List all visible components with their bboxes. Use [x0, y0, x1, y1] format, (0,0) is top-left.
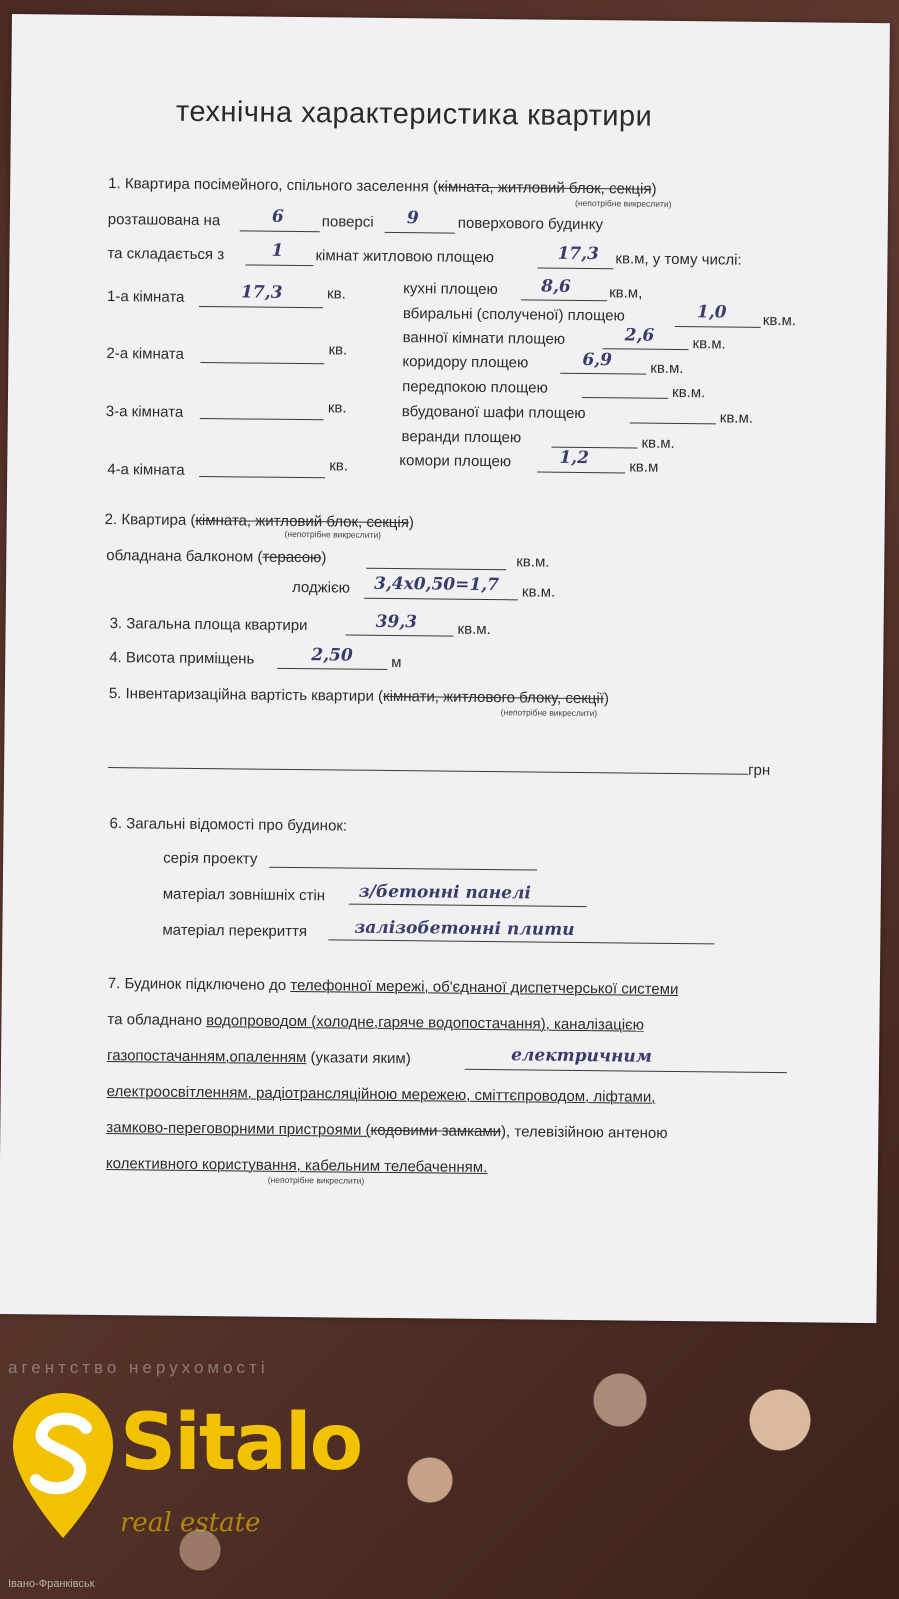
series-line: [269, 867, 537, 871]
value-unit: грн: [748, 761, 771, 779]
value-line: [108, 767, 748, 775]
bath-value: 2,6: [624, 325, 655, 346]
hall-line: [582, 397, 668, 399]
s7-line5: замково-переговорними пристроями (кодовими замками), телевізійною антеною: [106, 1119, 668, 1142]
storage-value: 1,2: [559, 447, 590, 469]
floor-value: 6: [271, 206, 284, 227]
room4-label: 4-а кімната: [107, 461, 185, 479]
section2-note: (непотрібне викреслити): [284, 528, 382, 540]
strike-note: (непотрібне викреслити): [575, 197, 672, 209]
wc-line: [675, 326, 761, 328]
room1-label: 1-а кімната: [106, 288, 185, 306]
floor-mid: поверсі: [321, 213, 374, 231]
location-pin-icon: [8, 1388, 118, 1548]
section1-line1: 1. Квартира посімейного, спільного заселення (кімната, житловий блок, секція): [108, 175, 657, 198]
living-line: [537, 268, 613, 270]
floor-material-label: матеріал перекриття: [162, 921, 308, 941]
rooms-label: та складається з: [107, 245, 225, 264]
height-label: 4. Висота приміщень: [109, 649, 255, 668]
hall-unit: кв.м.: [671, 383, 706, 402]
balcony-label: обладнана балконом (терасою): [106, 547, 327, 567]
agency-text: агентство нерухомості: [8, 1358, 269, 1377]
room3-label: 3-а кімната: [105, 403, 184, 421]
total-area-unit: кв.м.: [457, 620, 491, 639]
closet-label: вбудованої шафи площею: [401, 403, 586, 423]
kitchen-label: кухні площею: [403, 280, 498, 299]
floor-label: розташована на: [107, 211, 221, 230]
section5-note: (непотрібне викреслити): [500, 707, 598, 719]
veranda-label: веранди площею: [401, 428, 522, 447]
room1-line: [199, 306, 323, 308]
balcony-line: [366, 568, 506, 570]
room1-value: 17,3: [240, 282, 283, 303]
sitalo-watermark: [8, 1358, 362, 1594]
heating-line: [465, 1069, 787, 1073]
brand-city: Івано-Франківськ: [8, 1578, 95, 1590]
s7-note: (непотрібне викреслити): [267, 1174, 365, 1186]
closet-line: [630, 422, 716, 424]
storage-label: комори площею: [399, 452, 512, 471]
corridor-unit: кв.м.: [650, 359, 684, 378]
walls-value: з/бетонні панелі: [358, 881, 532, 904]
document-page: [0, 14, 890, 1323]
section2-title: 2. Квартира (кімната, житловий блок, секція): [104, 510, 414, 532]
wc-unit: кв.м.: [762, 311, 797, 330]
kitchen-unit: кв.м,: [609, 284, 643, 302]
corridor-label: коридору площею: [402, 353, 529, 372]
s7-line1: 7. Будинок підключено до телефонної мережі, об'єднаної диспетчерської системи: [107, 975, 679, 999]
floor-material-value: залізобетонні плити: [354, 917, 575, 940]
height-unit: м: [391, 654, 402, 672]
wc-label: вбиральні (сполученої) площею: [402, 305, 625, 325]
height-line: [277, 668, 387, 670]
rooms-value: 1: [271, 240, 284, 261]
height-value: 2,50: [311, 645, 353, 666]
hall-label: передпокою площею: [402, 378, 548, 397]
closet-unit: кв.м.: [719, 409, 754, 427]
rooms-end: кв.м, у тому числі:: [615, 250, 742, 269]
floors-value: 9: [406, 208, 419, 229]
room2-unit: кв.: [328, 341, 348, 359]
series-label: серія проекту: [163, 849, 258, 868]
bath-label: ванної кімнати площею: [402, 329, 566, 348]
loggia-label: лоджією: [291, 578, 351, 597]
room3-unit: кв.: [327, 399, 347, 417]
floor-material-line: [328, 939, 714, 944]
heating-value: електричним: [511, 1045, 653, 1067]
rooms-mid: кімнат житловою площею: [315, 247, 495, 267]
floor-end: поверхового будинку: [457, 214, 604, 234]
bath-line: [603, 348, 689, 350]
section5-title: 5. Інвентаризаційна вартість квартири (кімнати, житлового блоку, секції): [108, 685, 609, 708]
room2-line: [200, 362, 324, 364]
wc-value: 1,0: [696, 302, 727, 323]
loggia-value: 3,4x0,50=1,7: [373, 573, 500, 596]
s7-line4: електроосвітленням, радіотрансляційною мережею, сміттєпроводом, ліфтами,: [106, 1083, 656, 1106]
room3-line: [200, 418, 324, 420]
rooms-line: [245, 264, 313, 266]
living-area-value: 17,3: [557, 243, 600, 265]
total-area-line: [346, 635, 454, 637]
document-title: технічна характеристика квартири: [175, 95, 653, 133]
room4-line: [199, 476, 325, 478]
room2-label: 2-а кімната: [106, 345, 184, 363]
room1-unit: кв.: [326, 285, 346, 303]
brand-name: Sitalo: [120, 1398, 362, 1488]
room4-unit: кв.: [329, 457, 349, 475]
floors-line: [385, 232, 455, 234]
s7-line6: колективного користування, кабельним телебаченням.: [105, 1155, 488, 1177]
section6-title: 6. Загальні відомості про будинок:: [109, 815, 348, 835]
total-area-value: 39,3: [375, 611, 418, 633]
walls-label: матеріал зовнішніх стін: [162, 885, 326, 905]
bath-unit: кв.м.: [692, 335, 726, 353]
corridor-line: [560, 373, 646, 375]
storage-line: [537, 472, 625, 474]
floor-line: [240, 230, 320, 232]
total-area-label: 3. Загальна площа квартири: [109, 615, 308, 635]
s7-line2: та обладнано водопроводом (холодне,гаряче водопостачання), каналізацією: [107, 1011, 645, 1034]
veranda-unit: кв.м.: [641, 434, 675, 452]
loggia-unit: кв.м.: [521, 583, 556, 601]
storage-unit: кв.м: [629, 458, 659, 476]
brand-tagline: real estate: [120, 1508, 261, 1538]
kitchen-value: 8,6: [541, 276, 571, 297]
loggia-line: [364, 598, 518, 601]
kitchen-line: [521, 299, 607, 301]
s7-line3: газопостачанням,опаленням (указати яким): [107, 1047, 411, 1068]
walls-line: [349, 904, 587, 907]
balcony-unit: кв.м.: [516, 553, 550, 571]
corridor-value: 6,9: [582, 349, 613, 371]
